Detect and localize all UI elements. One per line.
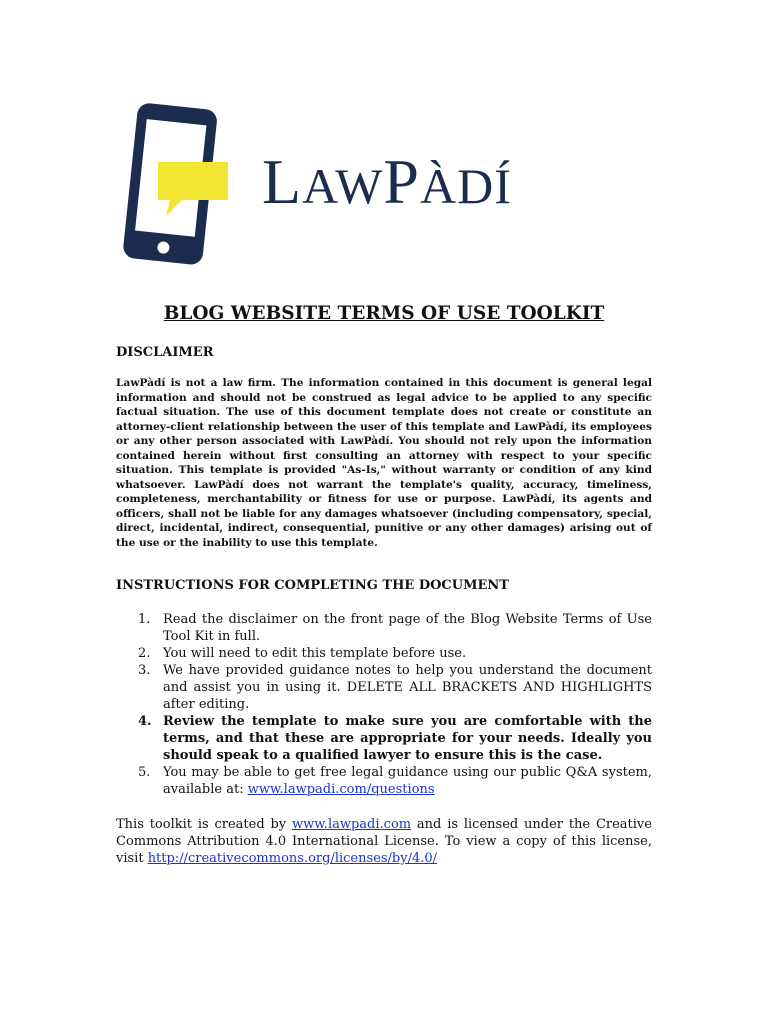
document-title: BLOG WEBSITE TERMS OF USE TOOLKIT <box>163 303 605 324</box>
list-item: 5. You may be able to get free legal guidance using our public Q&A system, available at: www.lawpadi.com/questions <box>138 765 652 797</box>
license-link[interactable]: http://creativecommons.org/licenses/by/4.0/ <box>147 851 438 866</box>
lawpadi-logo <box>116 100 596 270</box>
instructions-list <box>116 611 652 798</box>
license-paragraph: This toolkit is created by www.lawpadi.com and is licensed under the Creative Commons Attribution 4.0 International License. To view a copy of this license, visit http://creativecommons.org/licenses/by/4.0/ <box>116 817 652 866</box>
lawpadi-link[interactable]: www.lawpadi.com <box>291 817 412 832</box>
brand-letters: AW <box>302 158 384 214</box>
list-item: 2. You will need to edit this template before use. <box>138 646 467 661</box>
questions-link[interactable]: www.lawpadi.com/questions <box>247 782 435 797</box>
list-item: 4. Review the template to make sure you are comfortable with the terms, and that these are appropriate for your needs. Ideally you should speak to a qualified lawyer to ensure this is the case. <box>138 714 652 763</box>
disclaimer-heading: DISCLAIMER <box>116 345 214 360</box>
brand-letter: P <box>383 146 420 217</box>
instructions-heading: INSTRUCTIONS FOR COMPLETING THE DOCUMENT <box>116 578 509 593</box>
phone-chat-icon <box>116 100 266 270</box>
disclaimer-text: LawPàdí is not a law firm. The information contained in this document is general legal information and should not be construed as legal advice to be applied to any specific factual situation. The use of this document template does not create or constitute an attorney-client relationship between the user of this template and LawPàdí, its employees or any other person associated with LawPàdí. You should not rely upon the information contained herein without first consulting an attorney with respect to your specific situation. This template is provided "As-Is," without warranty or condition of any kind whatsoever. LawPàdí does not warrant the template's quality, accuracy, timeliness, completeness, merchantability or fitness for use or purpose. LawPàdí, its agents and officers, shall not be liable for any damages whatsoever (including compensatory, special, direct, incidental, indirect, consequential, punitive or any other damages) arising out of the use or the inability to use this template. <box>116 377 652 549</box>
brand-letters: ÀDÍ <box>419 158 512 214</box>
brand-letter: L <box>262 146 303 217</box>
list-item: 1. Read the disclaimer on the front page of the Blog Website Terms of Use Tool Kit in full. <box>138 612 652 644</box>
list-item: 3. We have provided guidance notes to help you understand the document and assist you in using it. DELETE ALL BRACKETS AND HIGHLIGHTS after editing. <box>138 663 652 712</box>
brand-wordmark <box>262 146 512 217</box>
